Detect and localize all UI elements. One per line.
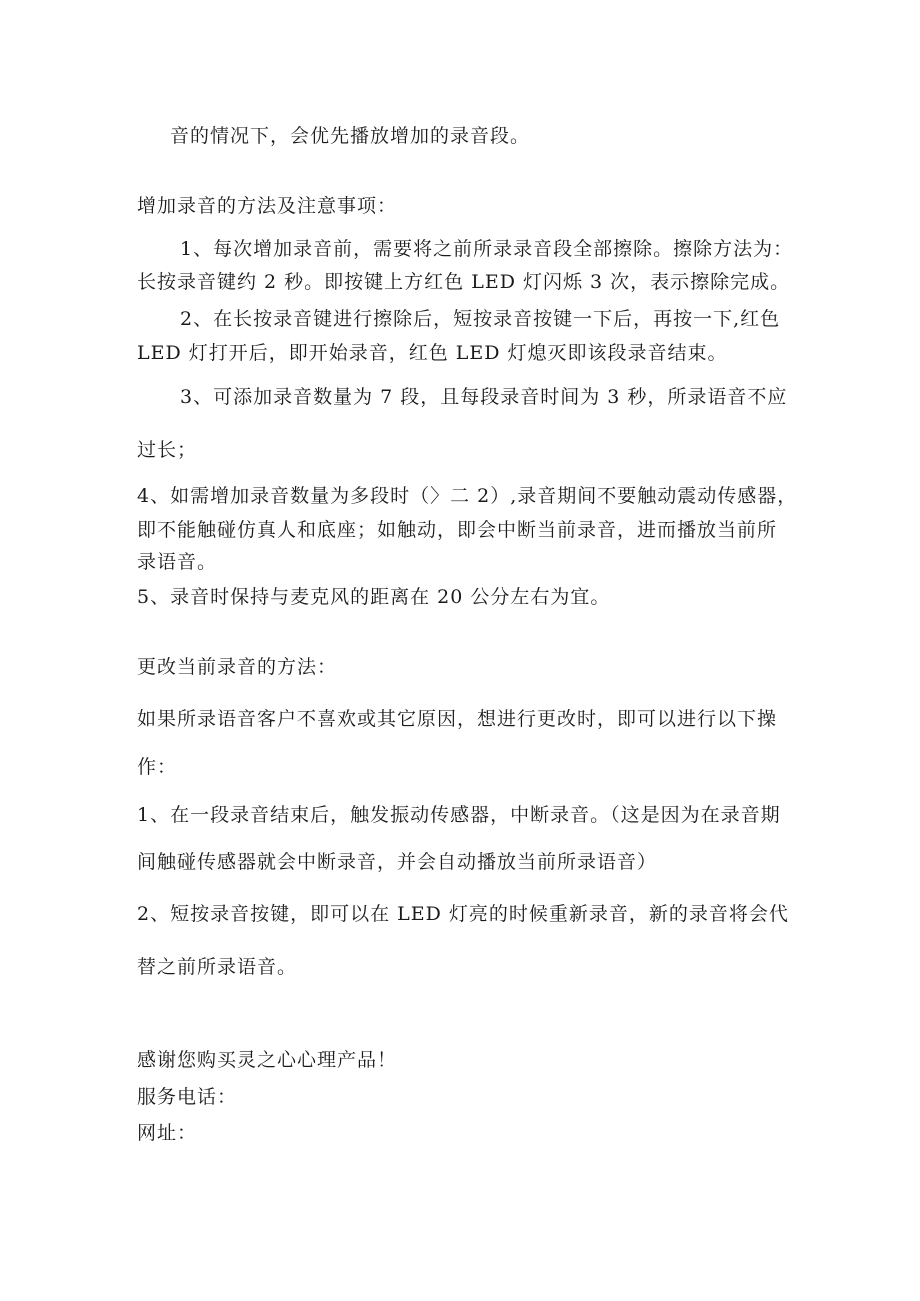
change-item-1-line-2: 间触碰传感器就会中断录音，并会自动播放当前所录语音） (137, 851, 658, 873)
add-item-5: 5、录音时保持与麦克风的距离在 20 公分左右为宜。 (137, 586, 611, 608)
add-item-1-line-1: 1、每次增加录音前，需要将之前所录录音段全部擦除。擦除方法为： (180, 238, 794, 260)
service-phone-label: 服务电话： (137, 1086, 238, 1108)
continuation-text: 音的情况下，会优先播放增加的录音段。 (170, 125, 531, 147)
add-item-3-line-1: 3、可添加录音数量为 7 段，且每段录音时间为 3 秒，所录语音不应 (180, 386, 788, 408)
add-item-2-line-1: 2、在长按录音键进行擦除后，短按录音按键一下后，再按一下,红色 (180, 308, 781, 330)
add-item-3-line-2: 过长； (137, 439, 198, 461)
change-intro-line-2: 作： (137, 756, 178, 778)
add-item-4-line-2: 即不能触碰仿真人和底座；如触动，即会中断当前录音，进而播放当前所 (137, 519, 778, 541)
change-item-2-line-1: 2、短按录音按键，即可以在 LED 灯亮的时候重新录音，新的录音将会代 (137, 903, 789, 925)
website-label: 网址： (137, 1122, 198, 1144)
change-item-2-line-2: 替之前所录语音。 (137, 956, 298, 978)
change-section-heading: 更改当前录音的方法： (137, 656, 338, 678)
add-item-4-line-1: 4、如需增加录音数量为多段时（〉二 2）,录音期间不要触动震动传感器， (137, 485, 798, 507)
thanks-text: 感谢您购买灵之心心理产品！ (137, 1049, 398, 1071)
add-item-1-line-2: 长按录音键约 2 秒。即按键上方红色 LED 灯闪烁 3 次，表示擦除完成。 (137, 271, 791, 293)
change-intro-line-1: 如果所录语音客户不喜欢或其它原因，想进行更改时，即可以进行以下操 (137, 708, 778, 730)
change-item-1-line-1: 1、在一段录音结束后，触发振动传感器，中断录音。（这是因为在录音期 (137, 804, 781, 826)
add-item-2-line-2: LED 灯打开后，即开始录音，红色 LED 灯熄灭即该段录音结束。 (137, 342, 728, 364)
add-section-heading: 增加录音的方法及注意事项： (137, 195, 398, 217)
add-item-4-line-3: 录语音。 (137, 551, 218, 573)
